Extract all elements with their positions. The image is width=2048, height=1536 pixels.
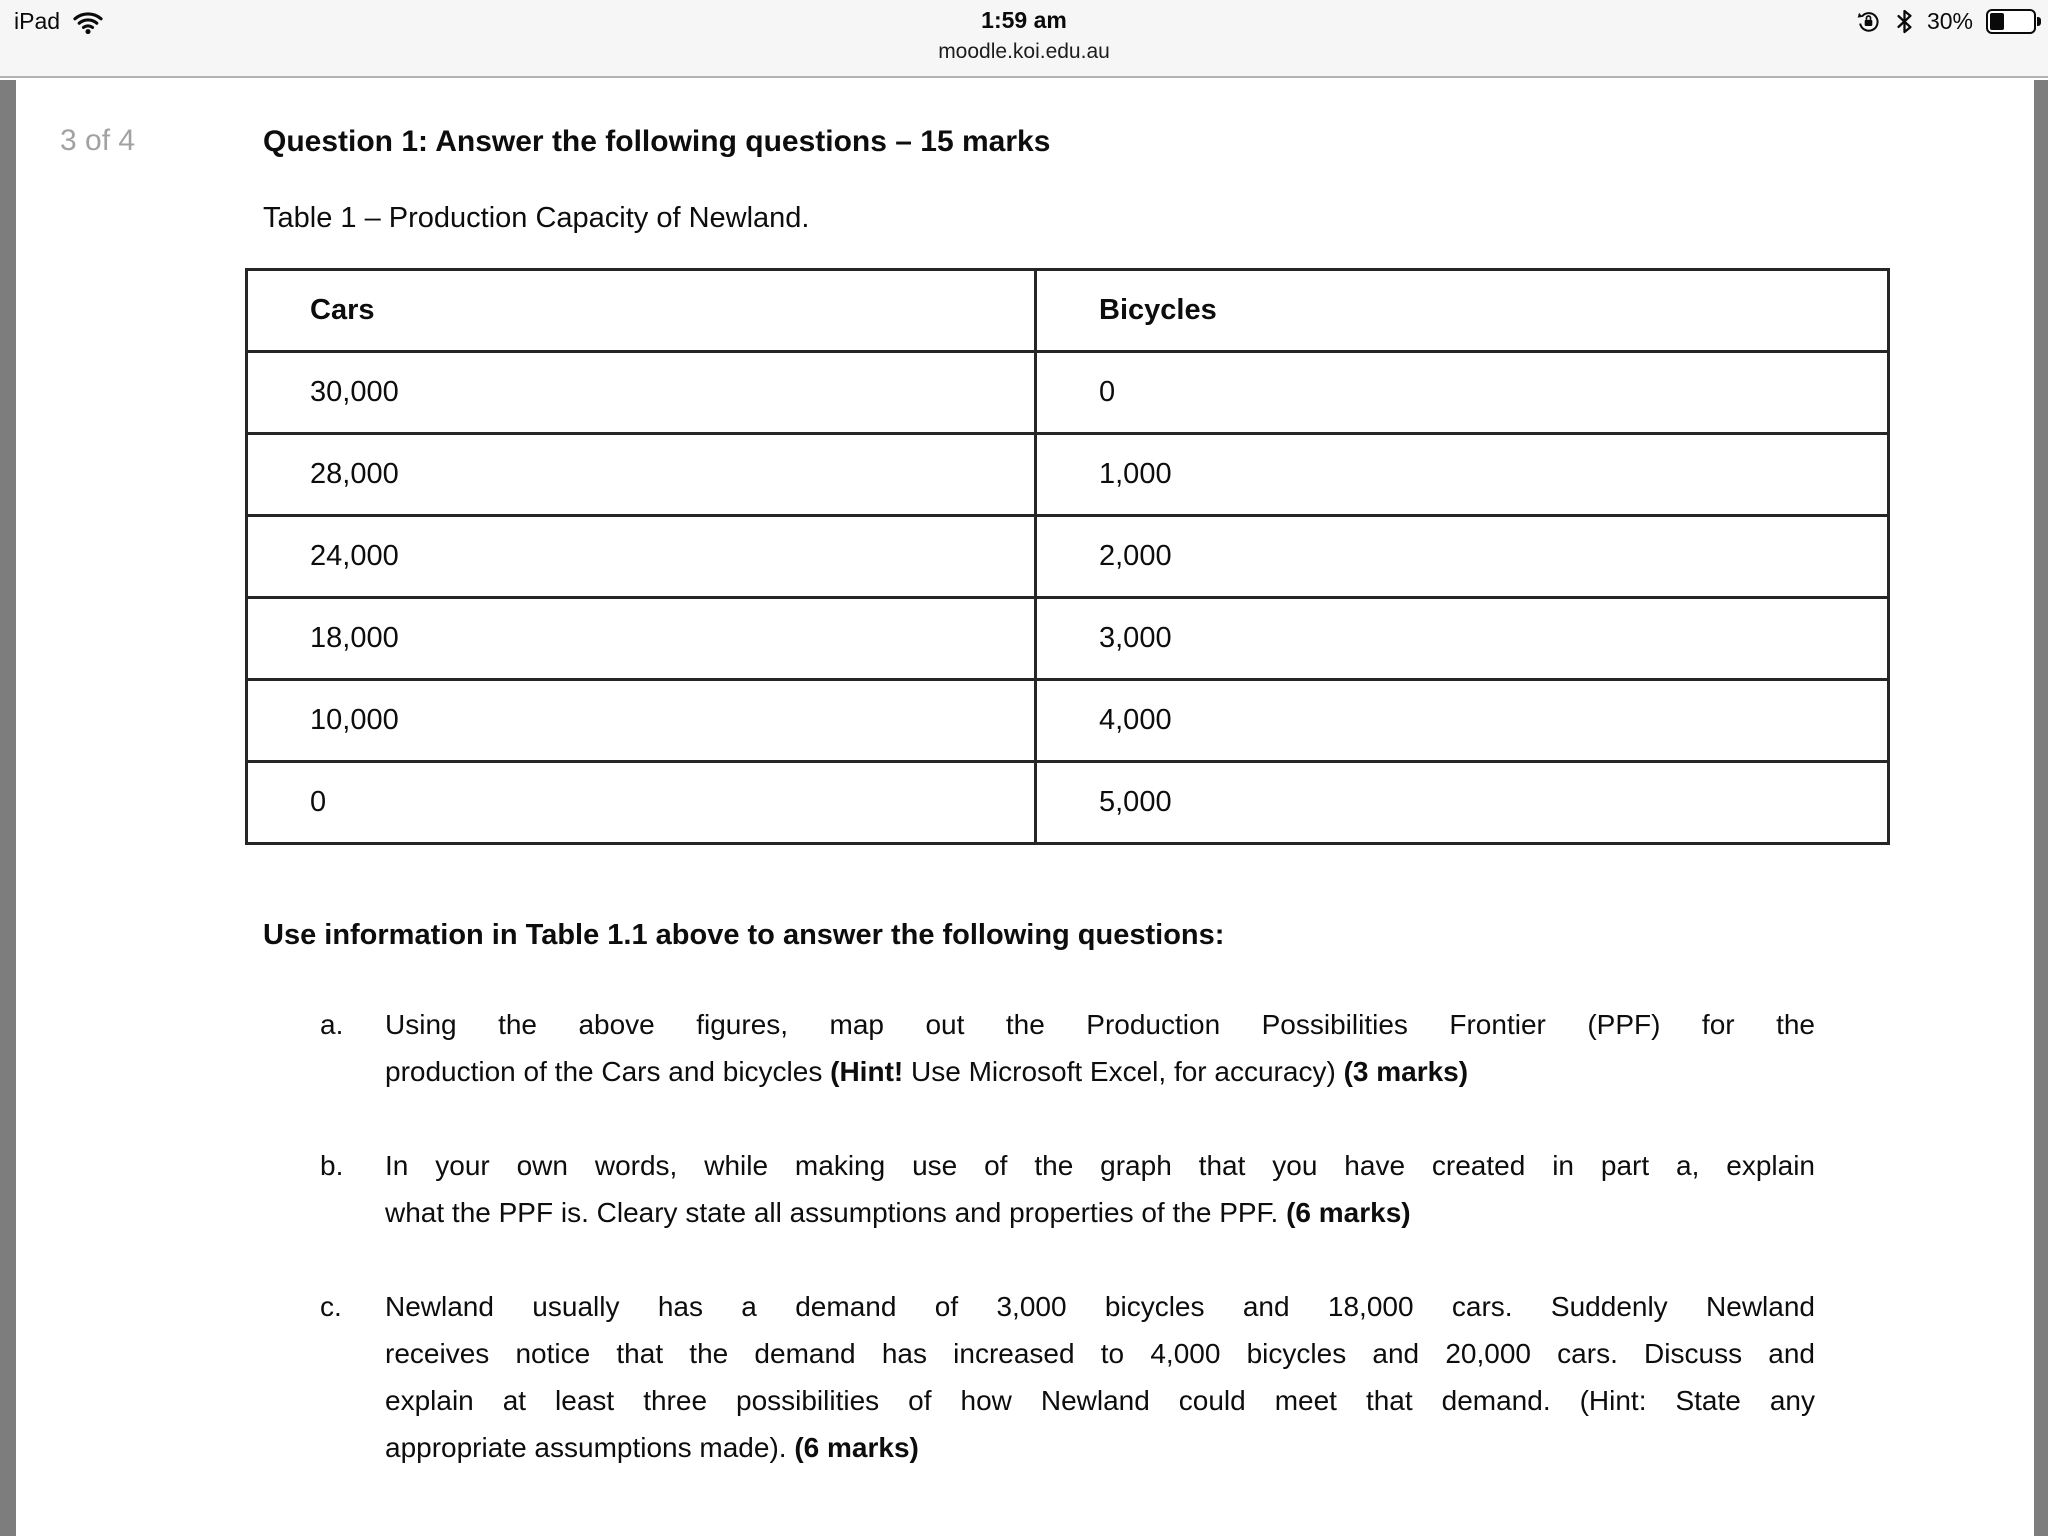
table-cell: 3,000	[1036, 598, 1889, 680]
question-heading: Question 1: Answer the following questions – 15 marks	[263, 125, 1051, 158]
table-row	[247, 762, 1889, 844]
table-cell: 4,000	[1036, 680, 1889, 762]
device-label: iPad	[14, 8, 61, 34]
orientation-lock-icon	[1855, 8, 1882, 35]
table-caption: Table 1 – Production Capacity of Newland.	[263, 202, 810, 234]
table-cell: 18,000	[247, 598, 1036, 680]
right-margin-bar	[2034, 80, 2048, 1536]
question-text: In your own words, while making use of the graph that you have created in part a, explain what the PPF is. Cleary state all assumptions and properties of the PPF. (6 marks)	[385, 1150, 1815, 1228]
table-column-header: Bicycles	[1036, 270, 1889, 352]
table-row	[247, 434, 1889, 516]
status-bar	[0, 0, 2048, 78]
table-cell: 0	[247, 762, 1036, 844]
table-header-row	[247, 270, 1889, 352]
table-cell: 24,000	[247, 516, 1036, 598]
question-letter: c.	[320, 1291, 342, 1322]
table-row	[247, 352, 1889, 434]
table-column-header: Cars	[247, 270, 1036, 352]
battery-icon	[1986, 9, 2036, 34]
table-cell: 2,000	[1036, 516, 1889, 598]
page-indicator: 3 of 4	[60, 124, 136, 157]
table-row	[247, 598, 1889, 680]
document-viewport[interactable]	[0, 80, 2048, 1536]
question-list	[245, 1001, 1815, 1471]
table-cell: 1,000	[1036, 434, 1889, 516]
status-right-cluster	[1855, 8, 2036, 35]
question-item-c	[245, 1283, 1815, 1471]
table-cell: 10,000	[247, 680, 1036, 762]
question-text: Using the above figures, map out the Production Possibilities Frontier (PPF) for the production of the Cars and bicycles (Hint! Use Microsoft Excel, for accuracy) (3 marks)	[385, 1009, 1815, 1087]
table-cell: 0	[1036, 352, 1889, 434]
left-margin-bar	[0, 80, 16, 1536]
url-label[interactable]: moodle.koi.edu.au	[938, 40, 1110, 63]
question-text: Newland usually has a demand of 3,000 bicycles and 18,000 cars. Suddenly Newland receives notice that the demand has increased to 4,000 bicycles and 20,000 cars. Discuss and explain at least three possibilities of how Newland could meet that demand. (Hint: State any appropriate assumptions made). (6 marks)	[385, 1291, 1815, 1463]
question-letter: b.	[320, 1150, 344, 1181]
bluetooth-icon	[1895, 8, 1914, 35]
table-row	[247, 680, 1889, 762]
instruction-line: Use information in Table 1.1 above to answer the following questions:	[263, 919, 1225, 951]
table-cell: 5,000	[1036, 762, 1889, 844]
question-item-a	[245, 1001, 1815, 1095]
battery-fill	[1990, 13, 2004, 30]
table-cell: 28,000	[247, 434, 1036, 516]
production-table-body	[247, 352, 1889, 844]
production-capacity-table	[245, 268, 1890, 845]
table-cell: 30,000	[247, 352, 1036, 434]
table-row	[247, 516, 1889, 598]
question-letter: a.	[320, 1009, 344, 1040]
clock-label: 1:59 am	[981, 7, 1067, 33]
document-page	[245, 80, 1887, 1471]
question-item-b	[245, 1142, 1815, 1236]
battery-percent-label: 30%	[1926, 8, 1973, 34]
